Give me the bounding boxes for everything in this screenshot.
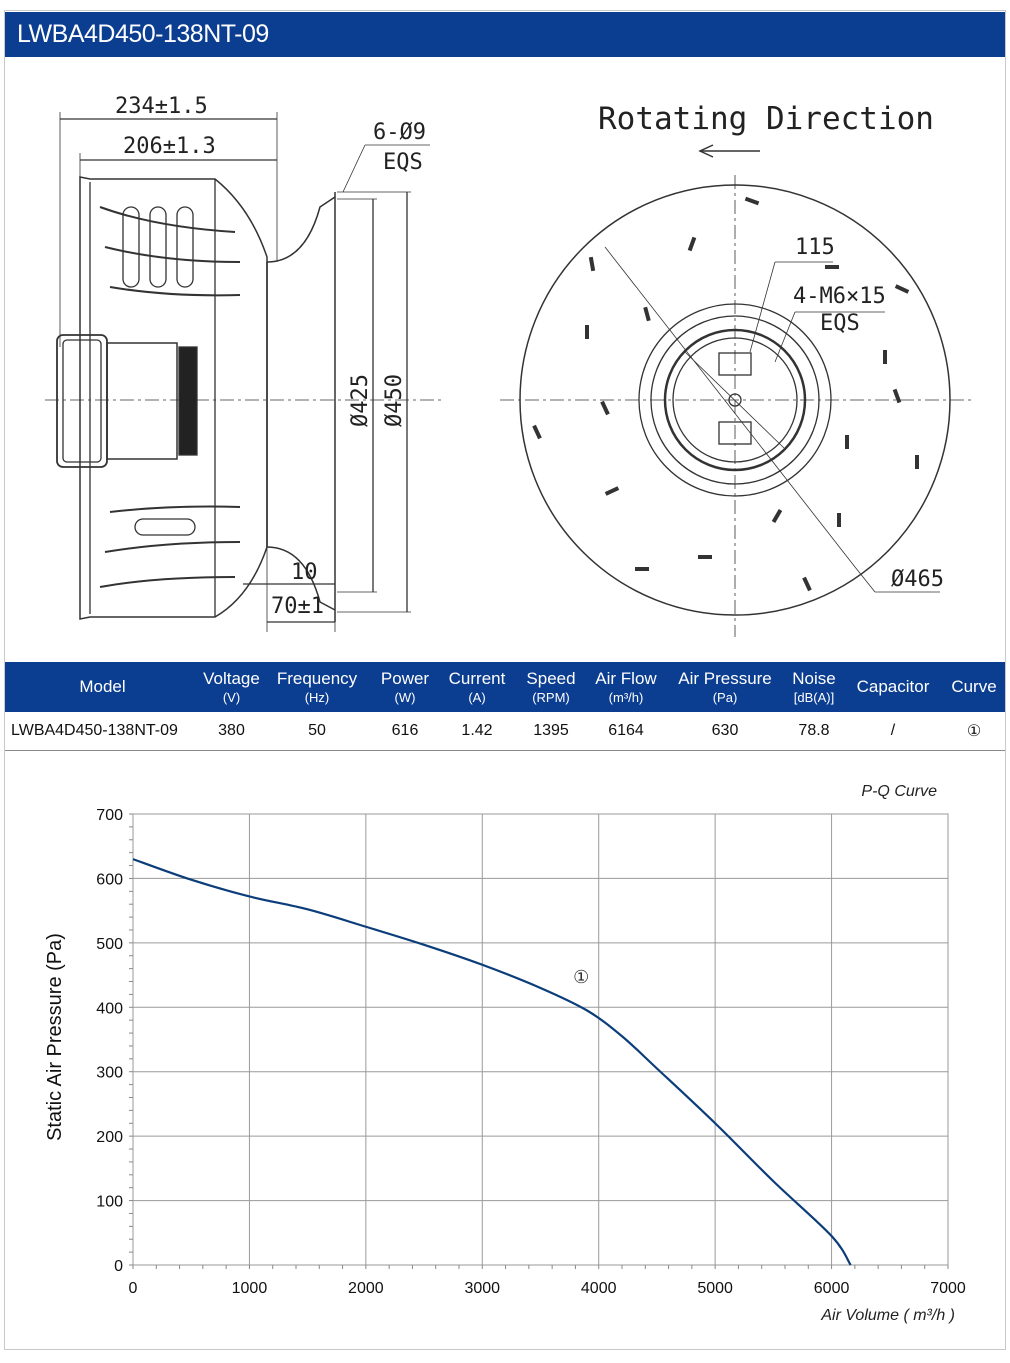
page-title: LWBA4D450-138NT-09 [17, 20, 269, 48]
dim-inner-diameter: Ø425 [348, 374, 373, 427]
x-tick-label: 1000 [231, 1280, 268, 1297]
table-row [5, 712, 1005, 751]
cell-air-flow: 6164 [587, 712, 665, 751]
cell-voltage: 380 [200, 712, 263, 751]
front-view-slots [532, 197, 919, 591]
series-annotation: ① [573, 966, 590, 987]
y-tick-label: 0 [114, 1258, 123, 1275]
dim-holes-eqs: EQS [383, 150, 423, 175]
dim-screws-eqs: EQS [820, 311, 860, 336]
front-view [500, 145, 973, 637]
y-tick-label: 700 [96, 807, 123, 824]
x-tick-label: 2000 [348, 1280, 384, 1297]
y-tick-label: 100 [96, 1193, 123, 1211]
col-power: Power (W) [371, 662, 439, 712]
dim-overall: 234±1.5 [115, 94, 208, 119]
col-model: Model [5, 662, 200, 712]
dim-diameter: Ø465 [891, 567, 944, 592]
plot-area [133, 814, 948, 1265]
col-noise: Noise [dB(A)] [785, 662, 843, 712]
y-tick-label: 400 [96, 1000, 123, 1018]
col-speed: Speed (RPM) [515, 662, 587, 712]
chart-x-axis-label: Air Volume ( m³/h ) [821, 1307, 955, 1324]
col-capacitor: Capacitor [843, 662, 943, 712]
col-air-pressure: Air Pressure (Pa) [665, 662, 785, 712]
cell-capacitor: / [843, 712, 943, 751]
front-view-labels [598, 101, 944, 592]
spec-header-row [5, 662, 1005, 712]
chart-grid [133, 814, 948, 1265]
cell-noise: 78.8 [785, 712, 843, 751]
dim-depth: 70±1 [271, 594, 324, 619]
dim-pcd: 115 [795, 235, 835, 260]
col-frequency: Frequency (Hz) [263, 662, 371, 712]
x-tick-label: 4000 [580, 1280, 617, 1297]
cell-frequency: 50 [263, 712, 371, 751]
y-tick-label: 300 [96, 1064, 123, 1082]
cell-air-pressure: 630 [665, 712, 785, 751]
cell-model: LWBA4D450-138NT-09 [5, 712, 200, 751]
y-tick-label: 200 [96, 1129, 123, 1147]
side-view-labels [115, 94, 426, 619]
dim-outer-diameter: Ø450 [382, 374, 407, 427]
pq-chart [5, 750, 1005, 1350]
y-tick-label: 500 [96, 935, 123, 953]
dim-flange: 10 [291, 560, 318, 585]
dim-holes: 6-Ø9 [373, 120, 426, 145]
chart-ticks [96, 807, 966, 1297]
cell-speed: 1395 [515, 712, 587, 751]
col-curve: Curve [943, 662, 1005, 712]
spec-table [5, 662, 1005, 751]
cell-power: 616 [371, 712, 439, 751]
chart-y-axis-label: Static Air Pressure (Pa) [44, 933, 66, 1141]
chart-title: P-Q Curve [861, 783, 937, 800]
x-tick-label: 5000 [697, 1280, 733, 1297]
dim-screws: 4-M6×15 [793, 284, 886, 309]
cell-curve: ① [943, 712, 1005, 751]
col-voltage: Voltage (V) [200, 662, 263, 712]
x-tick-label: 3000 [464, 1280, 501, 1297]
y-tick-label: 600 [96, 871, 123, 889]
technical-drawing [5, 57, 1005, 662]
cell-current: 1.42 [439, 712, 515, 751]
title-bar [5, 12, 1005, 57]
dim-body: 206±1.3 [123, 134, 216, 159]
rotating-direction-label: Rotating Direction [598, 101, 934, 137]
x-tick-label: 7000 [930, 1280, 966, 1297]
side-view [45, 112, 445, 632]
x-tick-label: 0 [128, 1280, 138, 1297]
col-current: Current (A) [439, 662, 515, 712]
col-air-flow: Air Flow (m³/h) [587, 662, 665, 712]
series-line-1 [133, 859, 851, 1265]
x-tick-label: 6000 [813, 1280, 850, 1297]
